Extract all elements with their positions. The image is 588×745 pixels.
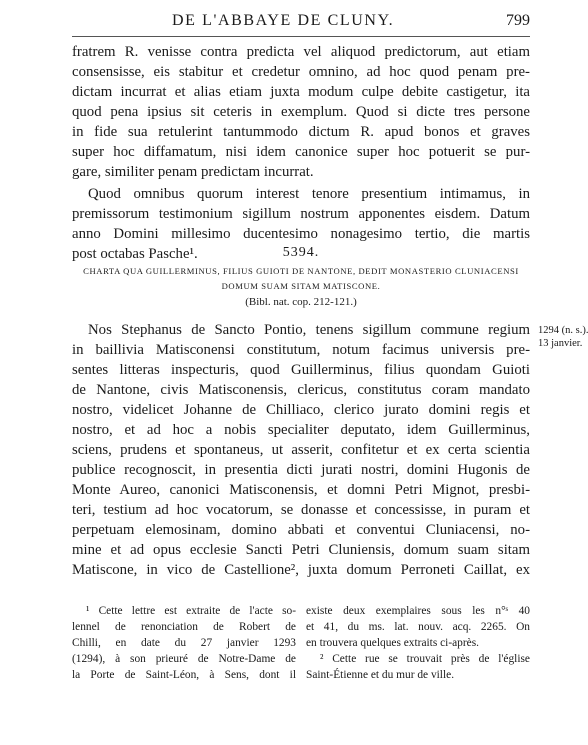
charter-title-line: DOMUM SUAM SITAM MATISCONE.	[221, 281, 381, 291]
footnote-line: la Porte de Saint-Léon, à Sens, dont il	[72, 669, 296, 681]
footnote-line: Chilli, en date du 27 janvier 1293	[72, 637, 296, 649]
footnote-line: ¹ Cette lettre est extraite de l'acte so-	[86, 605, 296, 617]
charter-source: (Bibl. nat. cop. 212-121.)	[245, 296, 357, 308]
prev-text-line: premissorum testimonium sigillum nostrum apponentes eisdem. Datum	[72, 206, 530, 222]
prev-text-line: quod pena ipsius sit ceteris in exemplum. Quod si dicte tres persone	[72, 104, 530, 120]
charter-text-line: teri, testium ad hoc vocatorum, se donasse et concessisse, in puram et	[72, 502, 530, 518]
prev-text-line: super hoc diffamatum, nisi idem canonice super hoc potuerit se pur-	[72, 144, 530, 160]
charter-text-line: de Nantone, civis Matisconensis, clericus, constitutus coram mandato	[72, 382, 530, 398]
prev-text-line: dictam incurrat et alias etiam juxta modum culpe debite castigetur, ita	[72, 84, 530, 100]
page-number: 799	[506, 12, 530, 29]
footnote-line: et 41, du ms. lat. nouv. acq. 2265. On	[306, 621, 530, 633]
margin-date-day: 13 janvier.	[538, 338, 583, 349]
running-title: DE L'ABBAYE DE CLUNY.	[172, 12, 395, 29]
footnote-line: existe deux exemplaires sous les n°ˢ 40	[306, 605, 530, 617]
footnote-line: Saint-Étienne et du mur de ville.	[306, 669, 455, 681]
prev-text-line: post octabas Pasche¹.	[72, 246, 198, 262]
prev-text-line: consensisse, eis stabitur et credetur omnino, ad hoc quod penam pre-	[72, 64, 530, 80]
charter-number: 5394.	[282, 245, 320, 260]
prev-text-line: gare, similiter penam predictam incurrat.	[72, 164, 314, 180]
footnote-line: ² Cette rue se trouvait près de l'église	[320, 653, 530, 665]
prev-text-line: fratrem R. venisse contra predicta vel aliquod predictorum, aut etiam	[72, 44, 530, 60]
charter-text-line: nostro, videlicet Johanne de Chilliaco, clerico jurato domini regis et	[72, 402, 530, 418]
prev-text-line: anno Domini millesimo ducentesimo nonagesimo tertio, die martis	[72, 226, 530, 242]
charter-text-line: sciens, prudens et spontaneus, ut asserit, confitetur et ex certa scientia	[72, 442, 530, 458]
charter-text-line: Nos Stephanus de Sancto Pontio, tenens sigillum commune regium	[88, 322, 530, 338]
charter-text-line: perpetuam elemosinam, domino abbati et conventui Cluniacensi, no-	[72, 522, 530, 538]
charter-text-line: Monte Aureo, canonici Matisconensis, et domni Petri Mignot, presbi-	[72, 482, 530, 498]
prev-text-line: in fide sua retulerint tantummodo dictum R. apud bonos et graves	[72, 124, 530, 140]
running-header	[72, 12, 530, 37]
charter-text-line: mine et ad opus ecclesie Sancti Petri Cluniensis, domum suam sitam	[72, 542, 530, 558]
charter-title-line: CHARTA QUA GUILLERMINUS, FILIUS GUIOTI DE NANTONE, DEDIT MONASTERIO CLUNIACENSI	[83, 266, 519, 276]
charter-text-line: in baillivia Matisconensi constitutum, notum facimus universis pre-	[72, 342, 530, 358]
footnote-line: (1294), à son prieuré de Notre-Dame de	[72, 653, 296, 665]
margin-date-year: 1294 (n. s.).	[538, 325, 588, 336]
charter-text-line: Matiscone, in vico de Castellione², juxta domum Perroneti Caillat, ex	[72, 562, 530, 578]
footnote-line: en trouvera quelques extraits ci-après.	[306, 637, 480, 649]
footnote-line: lennel de renonciation de Robert de	[72, 621, 296, 633]
charter-text-line: publice recognoscit, in presentia dicti jurati nostri, domini Hugonis de	[72, 462, 530, 478]
prev-text-line: Quod omnibus quorum interest tenore presentium intimamus, in	[88, 186, 530, 202]
charter-text-line: nostro, et ad hoc a nobis specialiter deputato, idem Guillerminus,	[72, 422, 530, 438]
charter-text-line: sentes litteras inspecturis, quod Guillerminus, filius quondam Guioti	[72, 362, 530, 378]
